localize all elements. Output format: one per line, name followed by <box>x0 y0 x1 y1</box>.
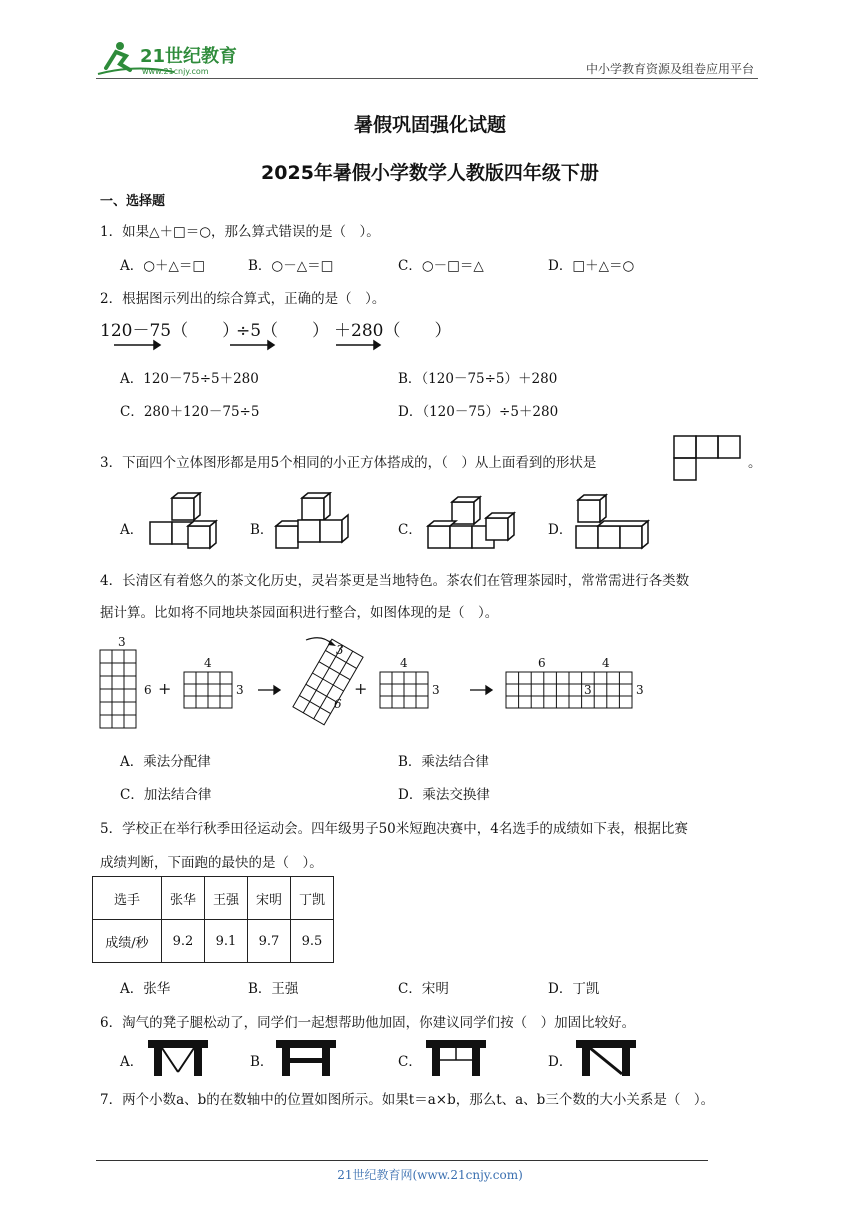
q3-option-b[interactable]: B． <box>250 522 274 538</box>
table-cell: 9.1 <box>205 920 248 963</box>
section-heading: 一、选择题 <box>100 194 166 209</box>
q4-option-b[interactable]: B．乘法结合律 <box>398 754 489 770</box>
q1-option-b[interactable]: B．○－△＝□ <box>248 258 334 274</box>
q2-option-b[interactable]: B．（120－75÷5）＋280 <box>398 371 558 387</box>
q4-label-d: 3 <box>236 683 244 697</box>
question-6: 6．淘气的凳子腿松动了，同学们一起想帮助他加固，你建议同学们按（ ）加固比较好。 <box>100 1015 636 1031</box>
q4-option-d[interactable]: D．乘法交换律 <box>398 787 490 803</box>
q6-stool-c <box>424 1038 488 1078</box>
logo-url: www.21cnjy.com <box>142 67 209 76</box>
q3-option-a[interactable]: A． <box>120 522 144 538</box>
logo <box>96 38 256 78</box>
table-cell: 成绩/秒 <box>93 920 162 963</box>
q3-option-d[interactable]: D． <box>548 522 573 538</box>
runner-logo-icon <box>96 38 256 78</box>
q4-label-b: 6 <box>144 683 152 697</box>
q4-label-h: 3 <box>432 683 440 697</box>
q6-option-d[interactable]: D． <box>548 1054 573 1070</box>
q2-flow-3: ＋280（ ） <box>334 321 452 341</box>
q4-label-j: 4 <box>602 656 610 670</box>
q4-label-i: 6 <box>538 656 546 670</box>
table-cell: 张华 <box>162 877 205 920</box>
table-row <box>93 877 334 920</box>
q4-option-a[interactable]: A．乘法分配律 <box>120 754 211 770</box>
q1-option-c[interactable]: C．○－□＝△ <box>398 258 484 274</box>
q4-label-c: 4 <box>204 656 212 670</box>
q4-option-c[interactable]: C．加法结合律 <box>120 787 212 803</box>
question-5-line-1: 5．学校正在举行秋季田径运动会。四年级男子50米短跑决赛中，4名选手的成绩如下表，根据比赛 <box>100 821 688 837</box>
q2-flow-2: ÷5（ ） <box>236 321 330 341</box>
table-row <box>93 920 334 963</box>
q2-arrows <box>100 338 400 352</box>
q4-plus-2: + <box>354 679 368 698</box>
table-cell: 宋明 <box>248 877 291 920</box>
question-4-line-1: 4．长清区有着悠久的茶文化历史，灵岩茶更是当地特色。茶农们在管理茶园时，常常需进行各类数 <box>100 573 690 589</box>
q4-label-l: 3 <box>636 683 644 697</box>
q3-cube-a <box>146 492 230 556</box>
question-3: 3．下面四个立体图形都是用5个相同的小正方体搭成的，（ ）从上面看到的形状是 <box>100 455 597 471</box>
page-title: 暑假巩固强化试题 <box>353 114 506 136</box>
header-divider <box>96 78 758 79</box>
q6-stool-d <box>574 1038 638 1078</box>
q4-label-g: 4 <box>400 656 408 670</box>
q5-option-a[interactable]: A．张华 <box>120 981 171 997</box>
q5-option-b[interactable]: B．王强 <box>248 981 299 997</box>
q6-option-b[interactable]: B． <box>250 1054 274 1070</box>
table-cell: 选手 <box>93 877 162 920</box>
q3-end: 。 <box>748 455 762 471</box>
q2-option-c[interactable]: C．280＋120－75÷5 <box>120 404 260 420</box>
footer-link[interactable]: 21世纪教育网(www.21cnjy.com) <box>337 1168 523 1182</box>
table-cell: 丁凯 <box>291 877 334 920</box>
q4-area-diagram <box>96 632 656 740</box>
q6-stool-b <box>274 1038 338 1078</box>
q1-option-a[interactable]: A．○＋△＝□ <box>120 258 206 274</box>
q3-option-c[interactable]: C． <box>398 522 422 538</box>
q6-stool-a <box>146 1038 210 1078</box>
q3-cube-d <box>572 492 656 556</box>
q4-plus-1: + <box>158 679 172 698</box>
q4-label-e: 3 <box>336 643 344 657</box>
score-table <box>92 876 334 963</box>
q4-label-f: 6 <box>334 697 342 711</box>
q4-label-k: 3 <box>584 683 592 697</box>
q3-top-view-shape <box>672 434 742 482</box>
footer-divider <box>96 1160 708 1161</box>
question-1: 1．如果△＋□＝○，那么算式错误的是（ ）。 <box>100 224 380 240</box>
question-5-line-2: 成绩判断，下面跑的最快的是（ ）。 <box>100 855 323 871</box>
q5-option-d[interactable]: D．丁凯 <box>548 981 600 997</box>
q2-option-a[interactable]: A．120－75÷5＋280 <box>120 371 259 387</box>
question-2: 2．根据图示列出的综合算式，正确的是（ ）。 <box>100 291 386 307</box>
table-cell: 9.2 <box>162 920 205 963</box>
question-4-line-2: 据计算。比如将不同地块茶园面积进行整合，如图体现的是（ ）。 <box>100 605 499 621</box>
q2-option-d[interactable]: D．（120－75）÷5＋280 <box>398 404 559 420</box>
q3-cube-b <box>272 492 364 556</box>
table-cell: 9.5 <box>291 920 334 963</box>
table-cell: 9.7 <box>248 920 291 963</box>
q3-cube-c <box>424 492 524 556</box>
q6-option-c[interactable]: C． <box>398 1054 422 1070</box>
q4-label-a: 3 <box>118 635 126 649</box>
header-platform-text: 中小学教育资源及组卷应用平台 <box>585 62 754 76</box>
logo-text: 21世纪教育 <box>140 46 238 67</box>
q1-option-d[interactable]: D．□＋△＝○ <box>548 258 635 274</box>
page-subtitle: 2025年暑假小学数学人教版四年级下册 <box>261 162 599 184</box>
table-cell: 王强 <box>205 877 248 920</box>
q2-flow-1: 120－75（ ） <box>100 321 240 341</box>
q6-option-a[interactable]: A． <box>120 1054 144 1070</box>
q5-option-c[interactable]: C．宋明 <box>398 981 449 997</box>
question-7: 7．两个小数a、b的在数轴中的位置如图所示。如果t＝a×b，那么t、a、b三个数的大小关系是（ ）。 <box>100 1092 715 1108</box>
